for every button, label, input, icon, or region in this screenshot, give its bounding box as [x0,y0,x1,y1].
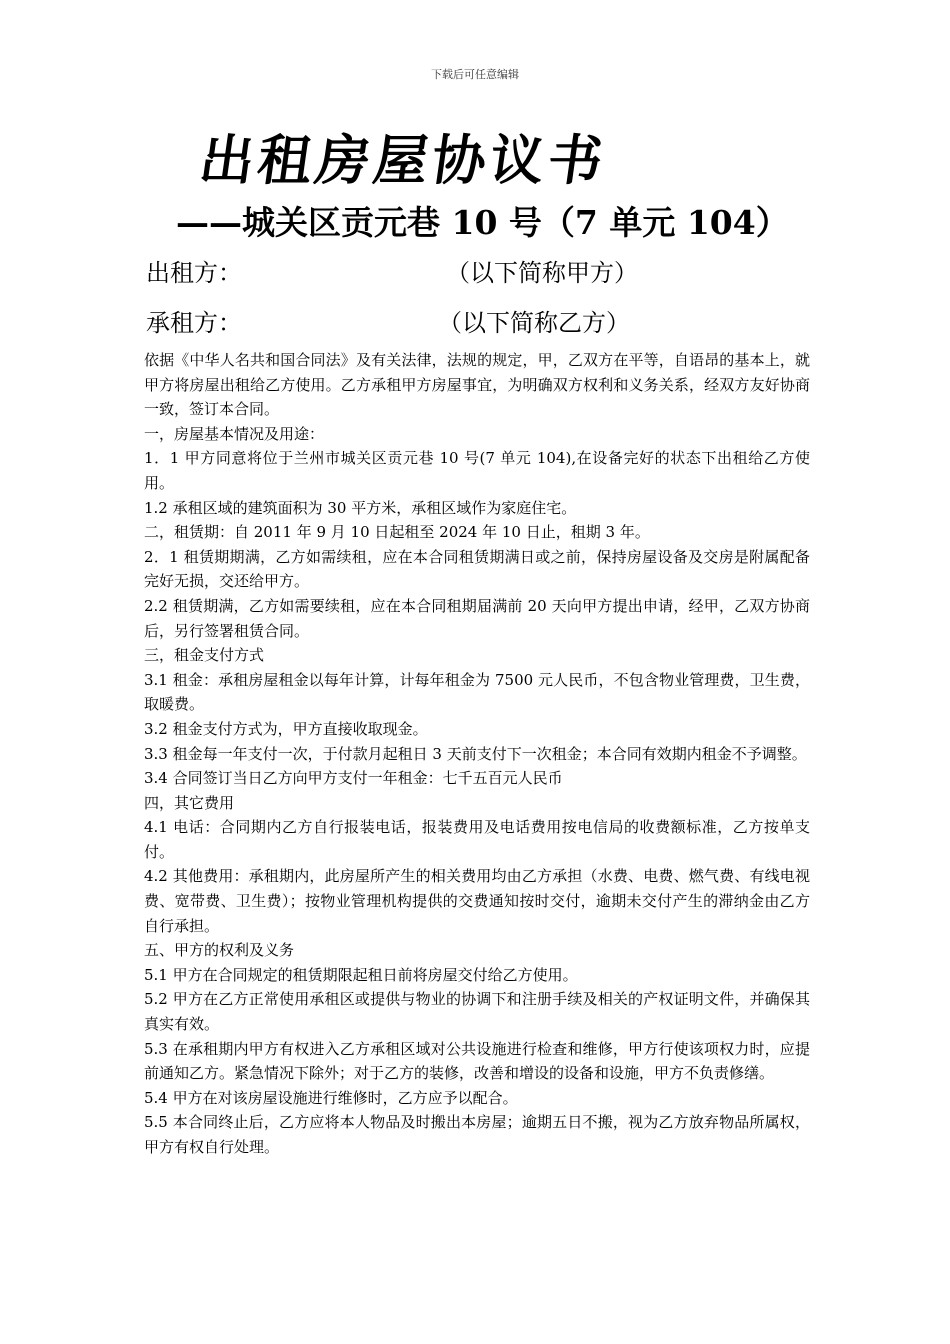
contract-paragraph: 依据《中华人名共和国合同法》及有关法律，法规的规定，甲，乙双方在平等，自语昂的基本上，就甲方将房屋出租给乙方使用。乙方承租甲方房屋事宜，为明确双方权利和义务关系，经双方友好协商一致，签订本合同。 [144,351,810,419]
contract-clause: 3.4 合同签订当日乙方向甲方支付一年租金：七千五百元人民币 [144,769,563,788]
document-title: 出租房屋协议书 [195,129,611,192]
contract-clause: 3.2 租金支付方式为，甲方直接收取现金。 [144,719,428,738]
contract-clause: 5.2 甲方在乙方正常使用承租区或提供与物业的协调下和注册手续及相关的产权证明文件，并确保其真实有效。 [144,990,810,1034]
contract-clause: 2.2 租赁期满，乙方如需要续租，应在本合同租期届满前 20 天向甲方提出申请，经甲，乙双方协商后，另行签署租赁合同。 [144,596,810,640]
section-heading: 三，租金支付方式 [144,646,265,665]
contract-clause: 1．1 甲方同意将位于兰州市城关区贡元巷 10 号(7 单元 104),在设备完好的状态下出租给乙方使用。 [144,449,810,492]
section-heading: 五、甲方的权利及义务 [144,941,295,960]
contract-clause: 5.1 甲方在合同规定的租赁期限起租日前将房屋交付给乙方使用。 [144,965,578,984]
section-heading: 一，房屋基本情况及用途： [144,424,325,443]
contract-clause: 4.1 电话：合同期内乙方自行报装电话，报装费用及电话费用按电信局的收费额标准，乙方按单支付。 [144,818,810,861]
section-heading: 二，租赁期：自 2011 年 9 月 10 日起租至 2024 年 10 日止，租期 3 年。 [144,523,650,542]
lessee-label: 承租方： [146,309,242,337]
lessor-note: （以下简称甲方） [446,259,638,287]
document-subtitle: ——城关区贡元巷 10 号（7 单元 104） [176,203,789,242]
contract-body [144,348,810,1160]
contract-clause: 4.2 其他费用：承租期内，此房屋所产生的相关费用均由乙方承担（水费、电费、燃气费、有线电视费、宽带费、卫生费）；按物业管理机构提供的交费通知按时交付，逾期未交付产生的滞纳金由乙方自行承担。 [144,867,810,935]
header-note: 下载后可任意编辑 [431,68,519,81]
contract-clause: 3.3 租金每一年支付一次，于付款月起租日 3 天前支付下一次租金；本合同有效期内租金不予调整。 [144,744,807,763]
section-heading: 四，其它费用 [144,793,235,812]
contract-clause: 1.2 承租区域的建筑面积为 30 平方米，承租区域作为家庭住宅。 [144,498,577,517]
lessee-line [146,306,630,340]
contract-clause: 5.5 本合同终止后，乙方应将本人物品及时搬出本房屋；逾期五日不搬，视为乙方放弃物品所属权，甲方有权自行处理。 [144,1113,810,1156]
contract-clause: 5.3 在承租期内甲方有权进入乙方承租区域对公共设施进行检查和维修，甲方行使该项权力时，应提前通知乙方。紧急情况下除外；对于乙方的装修，改善和增设的设备和设施，甲方不负责修缮。 [144,1039,810,1083]
lessor-label: 出租方： [146,259,242,287]
contract-clause: 2．1 租赁期期满，乙方如需续租，应在本合同租赁期满日或之前，保持房屋设备及交房是附属配备完好无损，交还给甲方。 [144,547,810,591]
lessor-line [146,256,638,290]
contract-clause: 3.1 租金：承租房屋租金以每年计算，计每年租金为 7500 元人民币，不包含物业管理费，卫生费，取暖费。 [144,670,810,714]
contract-clause: 5.4 甲方在对该房屋设施进行维修时，乙方应予以配合。 [144,1088,518,1107]
lessee-note: （以下简称乙方） [438,309,630,337]
